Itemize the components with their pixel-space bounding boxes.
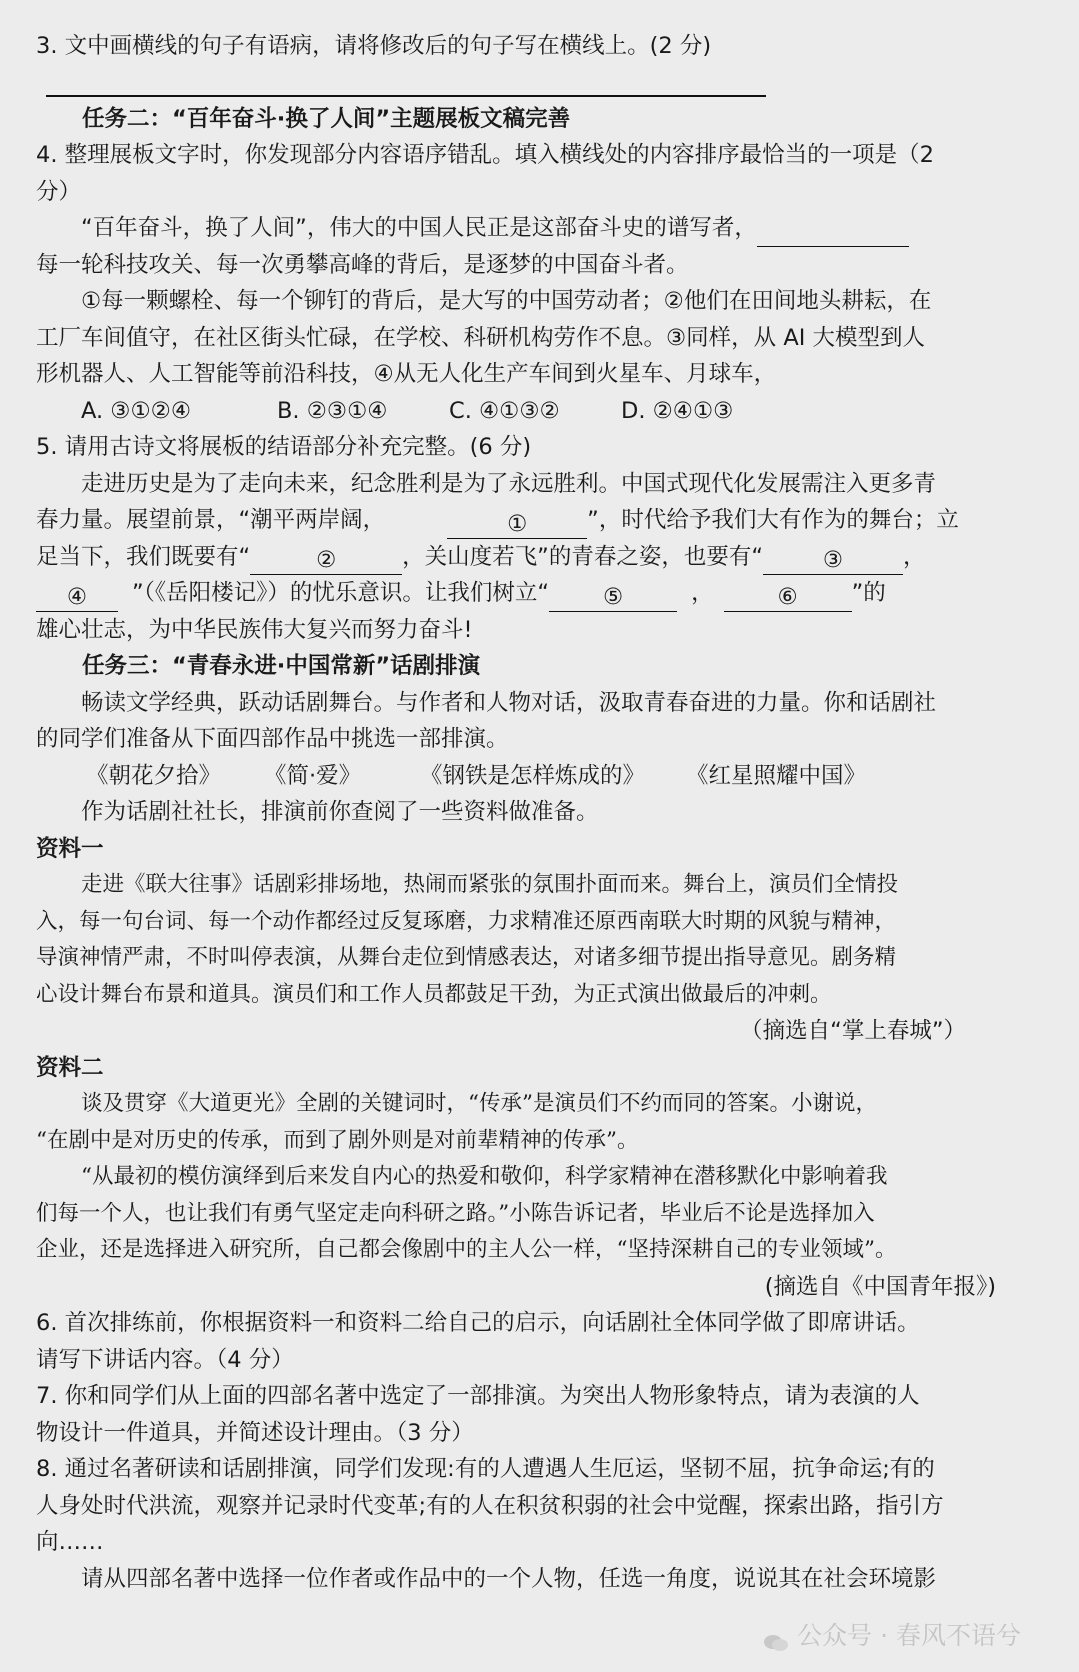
book-title: 《钢铁是怎样炼成的》 [420, 762, 646, 789]
material-1-source: （摘选自“掌上春城”） [740, 1018, 966, 1044]
q4-sentences-line: 工厂车间值守，在社区街头忙碌，在学校、科研机构劳作不息。③同样，从 AI 大模型到人 [36, 324, 926, 351]
question-7: 7. 你和同学们从上面的四部名著中选定了一部排演。为突出人物形象特点，请为表演的人 [36, 1383, 920, 1409]
question-8-cont: 向…… [36, 1529, 104, 1555]
option-a: A. ③①②④ [81, 397, 191, 424]
q4-options [36, 393, 1036, 430]
option-c: C. ④①③② [449, 397, 560, 424]
q4-passage-line: 每一轮科技攻关、每一次勇攀高峰的背后，是逐梦的中国奋斗者。 [36, 251, 689, 278]
task-3-heading: 任务三：“青春永进·中国常新”话剧排演 [82, 653, 481, 679]
task-2-heading: 任务二：“百年奋斗·换了人间”主题展板文稿完善 [82, 105, 571, 132]
material-1-line: 心设计舞台布景和道具。演员们和工作人员都鼓足干劲，为正式演出做最后的冲刺。 [36, 981, 832, 1007]
question-6: 6. 首次排练前，你根据资料一和资料二给自己的启示，向话剧社全体同学做了即席讲话。 [36, 1310, 920, 1336]
q5-passage-line: 走进历史是为了走向未来，纪念胜利是为了永远胜利。中国式现代化发展需注入更多青 [81, 470, 937, 497]
question-8-cont: 请从四部名著中选择一位作者或作品中的一个人物，任选一角度，说说其在社会环境影 [81, 1565, 937, 1592]
option-d: D. ②④①③ [621, 397, 734, 424]
material-2-line: 谈及贯穿《大道更光》全剧的关键词时，“传承”是演员们不约而同的答案。小谢说， [81, 1091, 877, 1116]
q4-blank [757, 216, 909, 247]
blank-5: ⑤ [549, 581, 677, 612]
q5-passage-line: 春力量。展望前景，“潮平两岸阔， ① ”，时代给予我们大有作为的舞台；立 [36, 507, 959, 537]
answer-line [36, 65, 1036, 101]
q4-sentences-line: 形机器人、人工智能等前沿科技，④从无人化生产车间到火星车、月球车， [36, 361, 777, 387]
question-5-stem: 5. 请用古诗文将展板的结语部分补充完整。(6 分) [36, 434, 532, 460]
book-list [36, 758, 1036, 795]
task-3-intro: 畅读文学经典，跃动话剧舞台。与作者和人物对话，汲取青春奋进的力量。你和话剧社 [81, 689, 937, 716]
question-4-stem-cont: 分） [36, 178, 82, 205]
book-title: 《简·爱》 [264, 762, 362, 789]
blank-4: ④ [36, 581, 118, 612]
question-6-cont: 请写下讲话内容。（4 分） [36, 1346, 294, 1373]
material-2-line: “从最初的模仿演绎到后来发自内心的热爱和敬仰，科学家精神在潜移默化中影响着我 [81, 1164, 888, 1189]
blank-3: ③ [763, 544, 903, 575]
task-3-prep: 作为话剧社社长，排演前你查阅了一些资料做准备。 [81, 799, 599, 825]
material-2-line: 企业，还是选择进入研究所，自己都会像剧中的主人公一样，“坚持深耕自己的专业领域”。 [36, 1237, 897, 1262]
exam-page [36, 28, 1036, 1597]
wechat-icon [763, 1627, 789, 1647]
q5-passage-line: 足当下，我们既要有“ ② ，关山度若飞”的青春之姿，也要有“ ③ ， [36, 543, 926, 573]
question-3: 3. 文中画横线的句子有语病，请将修改后的句子写在横线上。(2 分) [36, 33, 712, 59]
material-1-line: 入，每一句台词、每一个动作都经过反复琢磨，力求精准还原西南联大时期的风貌与精神， [36, 908, 897, 934]
blank-6: ⑥ [724, 581, 852, 612]
material-2-label: 资料二 [36, 1054, 104, 1081]
question-8-cont: 人身处时代洪流，观察并记录时代变革;有的人在积贫积弱的社会中觉醒，探索出路，指引方 [36, 1492, 944, 1519]
q4-sentences-line: ①每一颗螺栓、每一个铆钉的背后，是大写的中国劳动者；②他们在田间地头耕耘，在 [81, 288, 932, 314]
question-7-cont: 物设计一件道具，并简述设计理由。（3 分） [36, 1419, 474, 1446]
blank-2: ② [250, 544, 402, 575]
watermark: 公众号 · 春风不语兮 [763, 1618, 1021, 1655]
q5-passage-line: ④ ”（《岳阳楼记》）的忧乐意识。让我们树立“ ⑤ ， ⑥ ”的 [36, 575, 1036, 612]
material-2-source: (摘选自《中国青年报》) [764, 1273, 996, 1300]
question-8: 8. 通过名著研读和话剧排演，同学们发现:有的人遭遇人生厄运，坚韧不屈，抗争命运;有的 [36, 1456, 935, 1482]
book-title: 《朝花夕拾》 [86, 762, 222, 789]
material-1-line: 走进《联大往事》话剧彩排场地，热闹而紧张的氛围扑面而来。舞台上，演员们全情投 [81, 872, 899, 897]
task-3-intro: 的同学们准备从下面四部作品中挑选一部排演。 [36, 726, 509, 752]
q5-passage-line: 雄心壮志，为中华民族伟大复兴而努力奋斗! [36, 616, 473, 643]
book-title: 《红星照耀中国》 [686, 762, 867, 789]
question-4-stem: 4. 整理展板文字时，你发现部分内容语序错乱。填入横线处的内容排序最恰当的一项是（2 [36, 142, 934, 168]
q4-passage-line: “百年奋斗，换了人间”，伟大的中国人民正是这部奋斗史的谱写者， [36, 210, 1036, 247]
material-1-line: 导演神情严肃，不时叫停表演，从舞台走位到情感表达，对诸多细节提出指导意见。剧务精 [36, 945, 897, 970]
material-2-line: “在剧中是对历史的传承，而到了剧外则是对前辈精神的传承”。 [36, 1127, 639, 1153]
material-2-line: 们每一个人，也让我们有勇气坚定走向科研之路。”小陈告诉记者，毕业后不论是选择加入 [36, 1200, 875, 1226]
blank-1: ① [447, 508, 587, 539]
option-b: B. ②③①④ [277, 397, 388, 424]
material-1-label: 资料一 [36, 835, 104, 862]
